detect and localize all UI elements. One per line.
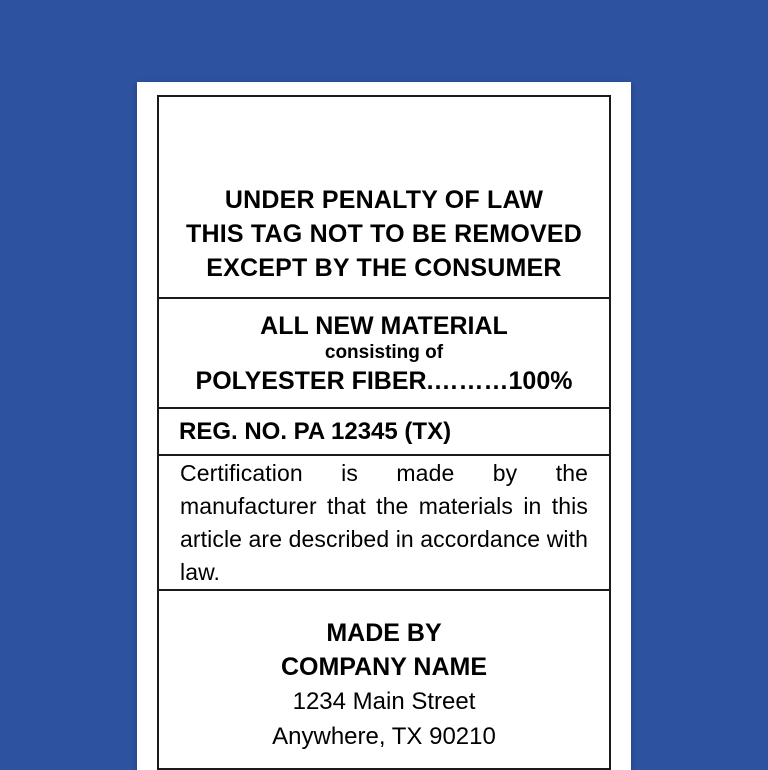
penalty-notice-section	[159, 97, 609, 299]
address-city-state-zip: Anywhere, TX 90210	[272, 723, 496, 750]
law-label-tag	[157, 95, 611, 770]
certification-section	[159, 456, 609, 591]
manufacturer-section	[159, 591, 609, 769]
material-title: ALL NEW MATERIAL	[260, 312, 508, 340]
penalty-notice-line-2: THIS TAG NOT TO BE REMOVED	[186, 220, 582, 248]
registration-number-section	[159, 409, 609, 456]
registration-number: REG. NO. PA 12345 (TX)	[179, 417, 452, 445]
company-name: COMPANY NAME	[280, 653, 488, 681]
address-street: 1234 Main Street	[292, 688, 476, 715]
material-fiber-content: POLYESTER FIBER.………100%	[195, 367, 573, 395]
material-consisting-of: consisting of	[324, 342, 444, 363]
certification-text: Certification is made by the manufacturer that the materials in this article are described in accordance with law.	[180, 459, 588, 585]
penalty-notice-line-1: UNDER PENALTY OF LAW	[224, 186, 544, 214]
material-content-section	[159, 299, 609, 409]
made-by-label: MADE BY	[326, 619, 442, 647]
penalty-notice-line-3: EXCEPT BY THE CONSUMER	[206, 254, 562, 282]
